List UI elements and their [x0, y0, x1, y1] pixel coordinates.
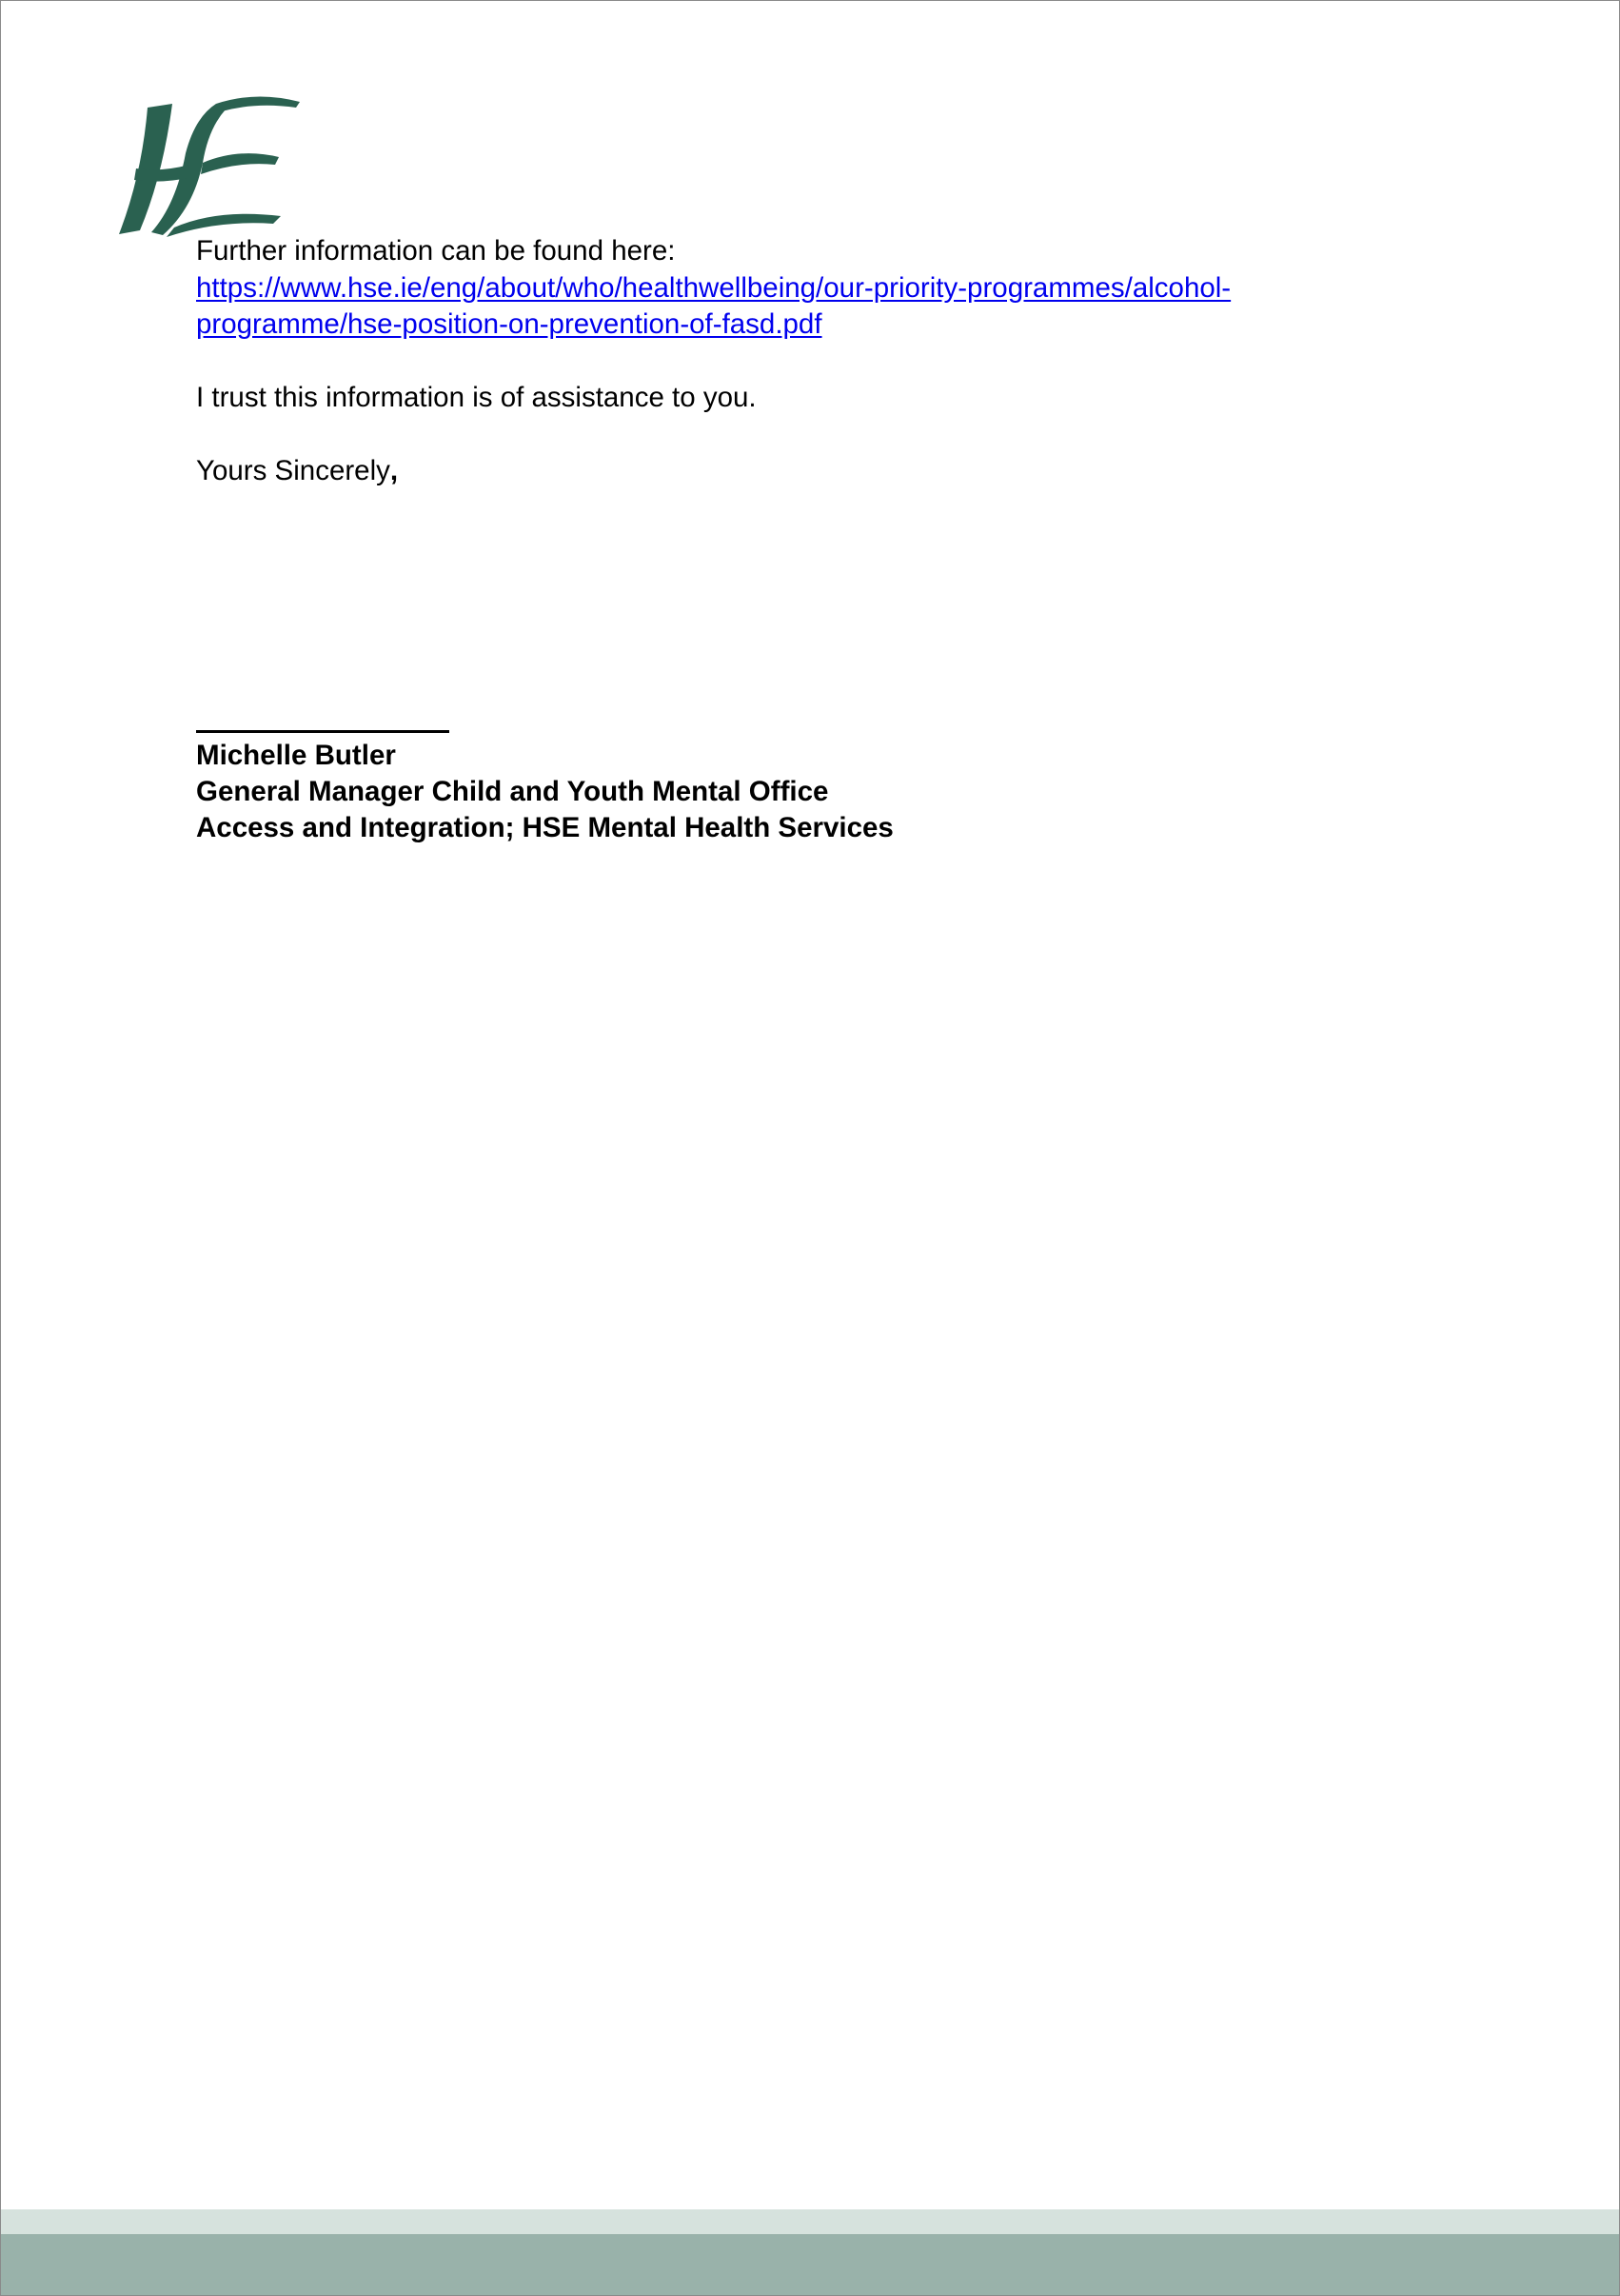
letter-body — [196, 233, 1433, 490]
signature-line — [196, 730, 449, 733]
fasd-link-line-1[interactable]: https://www.hse.ie/eng/about/who/healthwellbeing/our-priority-programmes/alcohol- — [196, 271, 1232, 304]
closing-text — [196, 453, 1433, 490]
closing-comma: , — [389, 455, 399, 486]
footer-band-light — [1, 2209, 1619, 2234]
signatory-name: Michelle Butler — [196, 740, 396, 771]
further-info-text: Further information can be found here: — [196, 235, 676, 267]
trust-text: I trust this information is of assistance to you. — [196, 382, 757, 413]
signatory-department: Access and Integration; HSE Mental Health Services — [196, 812, 894, 843]
signatory-title: General Manager Child and Youth Mental Office — [196, 776, 829, 807]
closing-words: Yours Sincerely — [196, 455, 390, 486]
paragraph-gap — [196, 344, 1433, 381]
fasd-link-line-2[interactable]: programme/hse-position-on-prevention-of-fasd.pdf — [196, 308, 822, 340]
signature-block — [196, 738, 894, 846]
hse-logo — [113, 94, 304, 239]
footer-band-dark — [1, 2234, 1619, 2295]
paragraph-gap — [196, 417, 1433, 454]
